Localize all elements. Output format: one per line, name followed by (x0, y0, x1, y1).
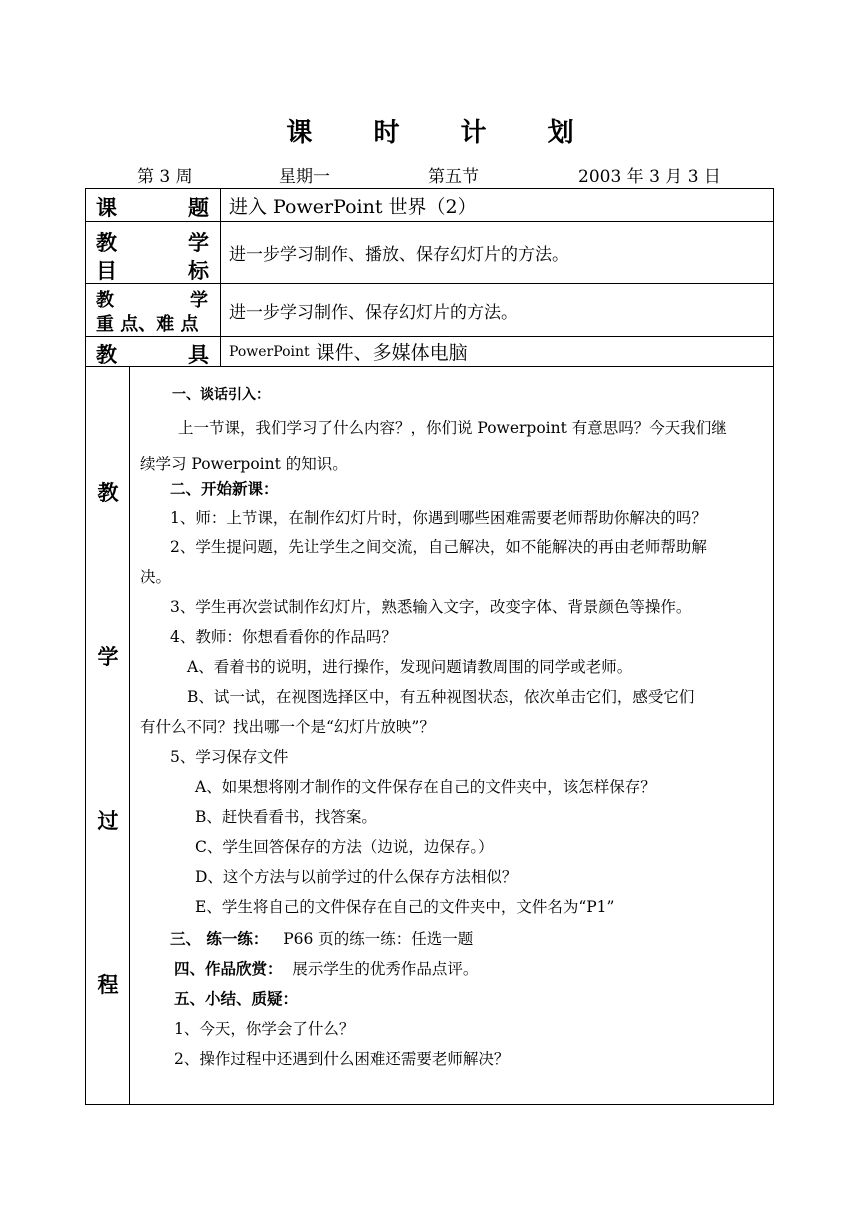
tools-value-items: 课件、多媒体电脑 (315, 342, 468, 364)
process-label-char-2: 学 (97, 644, 119, 669)
process-line: A、看着书的说明，进行操作，发现问题请教周围的同学或老师。 (187, 658, 633, 676)
tools-label-char-1: 教 (96, 342, 117, 367)
goal-label-char-2: 学 (188, 230, 209, 255)
goal-label-char-1: 教 (96, 230, 117, 255)
process-line: 1、师：上节课，在制作幻灯片时，你遇到哪些困难需要老师帮助你解决的吗？ (170, 509, 707, 527)
section-intro-heading: 一、谈话引入： (172, 387, 270, 403)
topic-row (86, 189, 773, 222)
process-line: 续学习 Powerpoint 的知识。 (140, 455, 348, 473)
process-line: 2、学生提问题，先让学生之间交流，自己解决，如不能解决的再由老师帮助解 (170, 538, 707, 556)
tools-value-software: PowerPoint (229, 343, 310, 360)
process-section (86, 367, 773, 1104)
process-line: E、学生将自己的文件保存在自己的文件夹中，文件名为“P1” (195, 898, 615, 916)
process-label-char-4: 程 (97, 972, 119, 997)
topic-label-char-1: 课 (96, 195, 117, 220)
key-label-char-2: 学 (190, 290, 208, 311)
process-line: 3、学生再次尝试制作幻灯片，熟悉输入文字，改变字体、背景颜色等操作。 (170, 598, 692, 616)
practice-text: P66 页的练一练：任选一题 (283, 930, 474, 948)
process-label-char-3: 过 (97, 808, 119, 833)
goal-value: 进一步学习制作、播放、保存幻灯片的方法。 (229, 245, 569, 265)
process-line: B、试一试，在视图选择区中，有五种视图状态，依次单击它们，感受它们 (187, 688, 695, 706)
goal-label-char-3: 目 (96, 258, 117, 283)
process-line: 1、今天，你学会了什么？ (174, 1020, 355, 1038)
process-line: 上一节课，我们学习了什么内容？，你们说 Powerpoint 有意思吗？今天我们继 (178, 419, 727, 437)
practice-line (170, 927, 473, 949)
week-text: 第 3 周 (137, 167, 193, 187)
process-label-char-1: 教 (97, 480, 119, 505)
topic-label-char-2: 题 (188, 195, 209, 220)
process-line: 5、学习保存文件 (170, 748, 289, 766)
section-summary-heading: 五、小结、质疑： (174, 989, 299, 1008)
process-line: D、这个方法与以前学过的什么保存方法相似？ (195, 868, 518, 886)
page-title: 课 时 计 划 (286, 118, 600, 148)
section-practice-heading: 三、 练一练： (170, 929, 269, 948)
key-label-line-2: 重 点、难 点 (96, 314, 199, 335)
lesson-plan-table (85, 188, 774, 1105)
tools-label-char-2: 具 (188, 342, 209, 367)
process-line: 4、教师：你想看看你的作品吗？ (170, 628, 397, 646)
section-new-lesson-heading: 二、开始新课： (170, 479, 279, 498)
weekday-text: 星期一 (279, 167, 330, 187)
process-line: 决。 (140, 568, 172, 586)
key-label-char-1: 教 (96, 290, 114, 311)
section-showcase-heading: 四、作品欣赏： (174, 959, 283, 978)
process-line: C、学生回答保存的方法（边说，边保存。） (195, 838, 494, 856)
process-line: A、如果想将刚才制作的文件保存在自己的文件夹中，该怎样保存？ (195, 778, 656, 796)
topic-value: 进入 PowerPoint 世界（2） (229, 195, 477, 218)
process-line: 2、操作过程中还遇到什么困难还需要老师解决？ (174, 1050, 510, 1068)
showcase-line (174, 957, 478, 979)
tools-label (86, 337, 221, 366)
date-text: 2003 年 3 月 3 日 (578, 167, 721, 187)
goal-row (86, 222, 773, 284)
showcase-text: 展示学生的优秀作品点评。 (292, 960, 479, 978)
process-line: B、赶快看看书，找答案。 (195, 808, 377, 826)
key-row (86, 284, 773, 337)
process-label (86, 367, 130, 1104)
tools-row (86, 337, 773, 367)
goal-label (86, 222, 221, 283)
topic-label (86, 189, 221, 221)
period-text: 第五节 (428, 167, 479, 187)
goal-label-char-4: 标 (188, 258, 209, 283)
tools-value (229, 337, 765, 366)
process-line: 有什么不同？找出哪一个是“幻灯片放映”？ (140, 718, 435, 736)
key-label (86, 284, 221, 336)
key-value: 进一步学习制作、保存幻灯片的方法。 (229, 302, 518, 323)
